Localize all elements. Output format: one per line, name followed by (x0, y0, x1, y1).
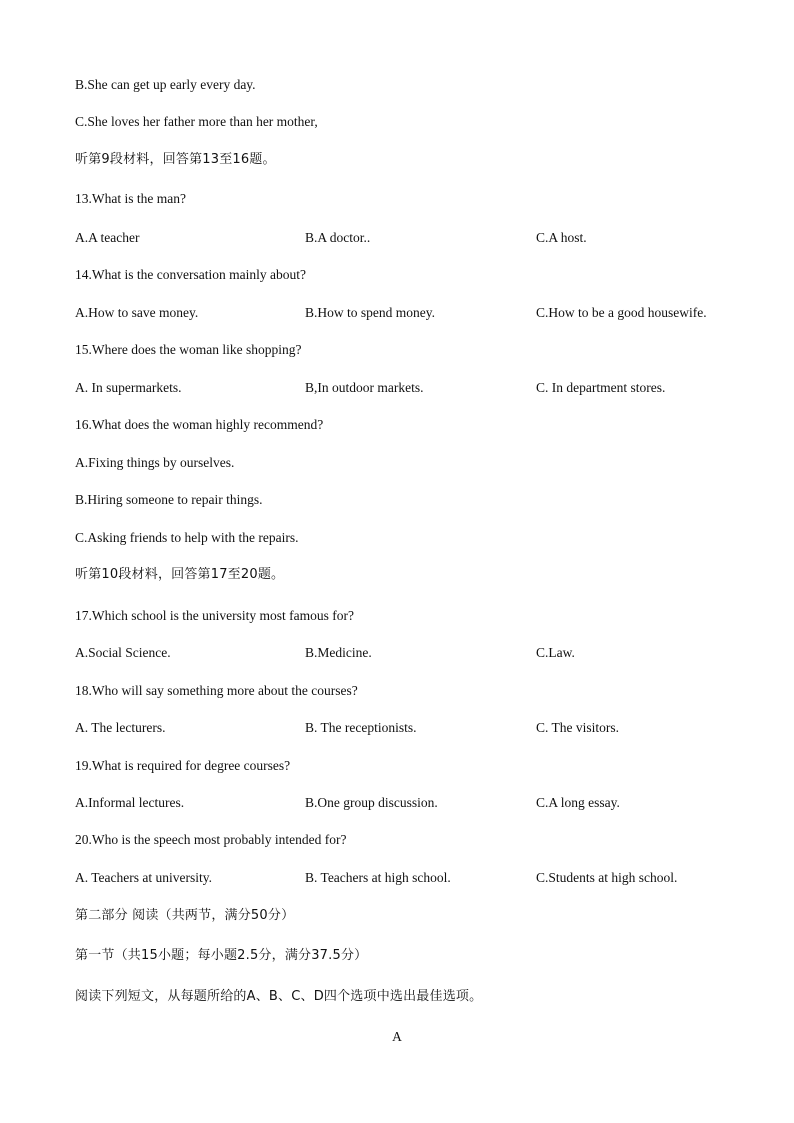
question-20: 20.Who is the speech most probably intended for? (75, 832, 347, 847)
q16-option-a: A.Fixing things by ourselves. (75, 455, 235, 470)
question-16: 16.What does the woman highly recommend? (75, 417, 324, 432)
q20-option-c: C.Students at high school. (536, 870, 678, 885)
question-13: 13.What is the man? (75, 191, 186, 206)
q16-option-c: C.Asking friends to help with the repairs. (75, 530, 299, 545)
section-9-heading: 听第9段材料，回答第13至16题。 (75, 152, 276, 167)
q20-option-a: A. Teachers at university. (75, 870, 213, 885)
q13-option-c: C.A host. (536, 230, 587, 245)
q17-option-c: C.Law. (536, 645, 575, 660)
q14-option-c: C.How to be a good housewife. (536, 305, 707, 320)
q19-option-b: B.One group discussion. (305, 795, 438, 810)
q15-option-b: B,In outdoor markets. (305, 380, 424, 395)
q16-option-b: B.Hiring someone to repair things. (75, 492, 263, 507)
part-2-heading: 第二部分 阅读（共两节，满分50分） (75, 908, 295, 923)
q15-option-c: C. In department stores. (536, 380, 666, 395)
q20-option-b: B. Teachers at high school. (305, 870, 451, 885)
question-18: 18.Who will say something more about the courses? (75, 683, 358, 698)
q13-option-a: A.A teacher (75, 230, 140, 245)
section-10-heading: 听第10段材料，回答第17至20题。 (75, 567, 285, 582)
question-15: 15.Where does the woman like shopping? (75, 342, 302, 357)
q17-option-a: A.Social Science. (75, 645, 171, 660)
line-12c: C.She loves her father more than her mother, (75, 114, 318, 129)
passage-label: A (392, 1029, 402, 1044)
section-1-heading: 第一节（共15小题；每小题2.5分，满分37.5分） (75, 948, 368, 963)
q13-option-b: B.A doctor.. (305, 230, 371, 245)
q18-option-a: A. The lecturers. (75, 720, 166, 735)
q19-option-c: C.A long essay. (536, 795, 620, 810)
q17-option-b: B.Medicine. (305, 645, 372, 660)
reading-instruction: 阅读下列短文，从每题所给的A、B、C、D四个选项中选出最佳选项。 (75, 989, 483, 1004)
line-12b: B.She can get up early every day. (75, 77, 256, 92)
question-19: 19.What is required for degree courses? (75, 758, 291, 773)
q18-option-b: B. The receptionists. (305, 720, 417, 735)
question-14: 14.What is the conversation mainly about? (75, 267, 306, 282)
q18-option-c: C. The visitors. (536, 720, 620, 735)
q19-option-a: A.Informal lectures. (75, 795, 185, 810)
q15-option-a: A. In supermarkets. (75, 380, 182, 395)
q14-option-a: A.How to save money. (75, 305, 199, 320)
question-17: 17.Which school is the university most famous for? (75, 608, 354, 623)
q14-option-b: B.How to spend money. (305, 305, 435, 320)
